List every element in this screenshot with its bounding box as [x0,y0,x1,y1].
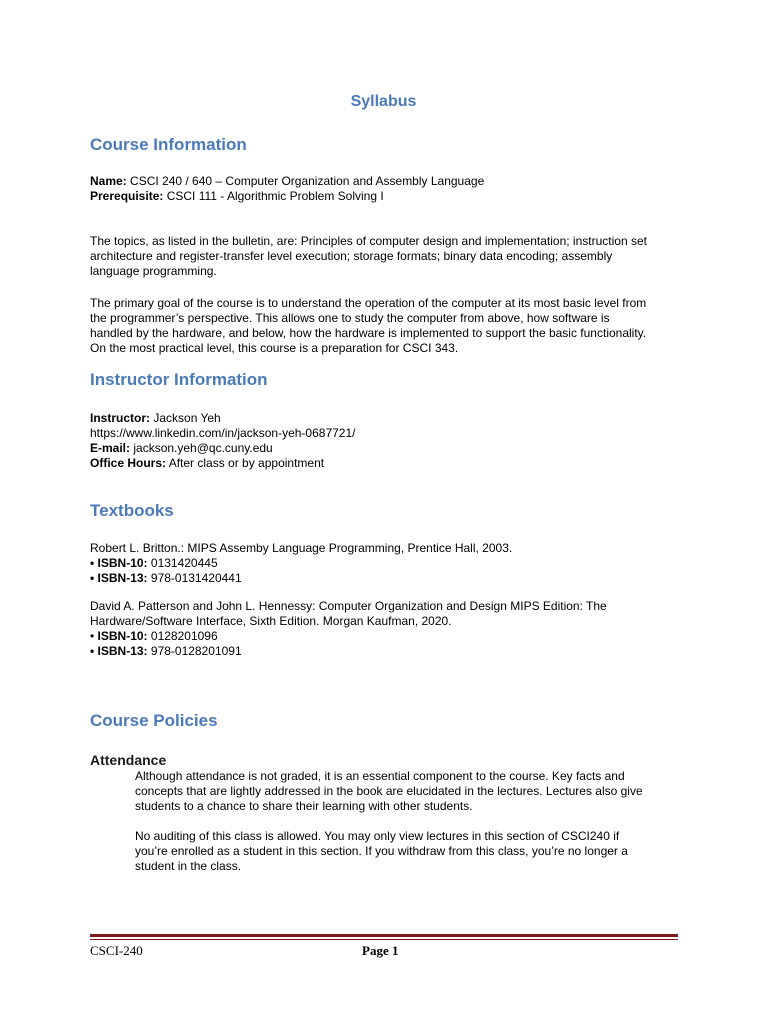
instructor-block [90,411,676,471]
course-name-line [90,174,676,189]
prerequisite-label: Prerequisite: [90,189,164,203]
paragraph-line: On the most practical level, this course is a preparation for CSCI 343. [90,341,459,355]
document-page [90,0,680,1024]
isbn-13-label: • ISBN-13: [90,571,148,585]
attendance-paragraph-2 [135,829,655,874]
office-hours-line [90,456,676,471]
page-title: Syllabus [350,93,417,110]
paragraph-line: No auditing of this class is allowed. You may only view lectures in this section of CSCI240 if [135,829,620,843]
paragraph-line: students to a chance to share their learning with other students. [135,799,473,813]
isbn-10-line [90,556,676,571]
textbook-1 [90,541,676,586]
textbook-citation: David A. Patterson and John L. Hennessy: Computer Organization and Design MIPS Edition: The [90,599,607,613]
isbn-10-label: ISBN-10: [97,629,148,643]
goal-paragraph [90,296,676,356]
isbn-13-line [90,644,676,659]
office-hours-label: Office Hours: [90,456,167,470]
attendance-paragraph-1 [135,769,655,814]
instructor-label: Instructor: [90,411,150,425]
attendance-heading: Attendance [90,752,167,768]
instructor-information-heading: Instructor Information [90,370,268,389]
paragraph-line: Although attendance is not graded, it is an essential component to the course. Key facts and [135,769,625,783]
email-line [90,441,676,456]
course-information-heading: Course Information [90,135,247,154]
isbn-10-value: 0131420445 [150,556,218,570]
prerequisite-line [90,189,676,204]
textbooks-heading: Textbooks [90,501,174,520]
textbook-citation: Hardware/Software Interface, Sixth Edition. Morgan Kaufman, 2020. [90,614,452,628]
topics-paragraph [90,234,676,279]
isbn-13-label: • ISBN-13: [90,644,148,658]
course-name-block [90,174,676,204]
isbn-13-line [90,571,676,586]
course-policies-heading: Course Policies [90,711,218,730]
footer-divider [90,934,678,940]
paragraph-line: handled by the hardware, and below, how the hardware is implemented to support the basic functionality. [90,326,647,340]
paragraph-line: language programming. [90,264,217,278]
paragraph-line: the programmer’s perspective. This allows one to study the computer from above, how software is [90,311,610,325]
footer-course-code: CSCI-240 [90,943,143,958]
office-hours-value: After class or by appointment [168,456,325,470]
paragraph-line: student in the class. [135,859,242,873]
footer-rule-thin [90,939,678,940]
footer-rule-thick [90,934,678,937]
paragraph-line: concepts that are lightly addressed in the book are elucidated in the lectures. Lectures also give [135,784,643,798]
isbn-10-value: 0128201096 [150,629,218,643]
bullet: • [90,629,95,643]
isbn-13-value: 978-0131420441 [150,571,242,585]
instructor-name: Jackson Yeh [153,411,221,425]
name-value: CSCI 240 / 640 – Computer Organization and Assembly Language [130,174,485,188]
email-label: E-mail: [90,441,131,455]
footer-page-number: Page 1 [362,943,399,958]
paragraph-line: The primary goal of the course is to understand the operation of the computer at its most basic level from [90,296,647,310]
paragraph-line: you’re enrolled as a student in this section. If you withdraw from this class, you’re no longer a [135,844,628,858]
linkedin-link[interactable]: https://www.linkedin.com/in/jackson-yeh-0687721/ [90,426,356,440]
isbn-10-label: • ISBN-10: [90,556,148,570]
email-link[interactable]: jackson.yeh@qc.cuny.edu [133,441,273,455]
isbn-10-line [90,629,676,644]
name-label: Name: [90,174,127,188]
paragraph-line: The topics, as listed in the bulletin, are: Principles of computer design and implementation; instruction set [90,234,647,248]
instructor-line [90,411,676,426]
textbook-citation: Robert L. Britton.: MIPS Assemby Language Programming, Prentice Hall, 2003. [90,541,513,555]
paragraph-line: architecture and register-transfer level execution; storage formats; binary data encoding; assembly [90,249,613,263]
textbook-2 [90,599,676,659]
prerequisite-value: CSCI 111 - Algorithmic Problem Solving I [166,189,384,203]
isbn-13-value: 978-0128201091 [150,644,242,658]
